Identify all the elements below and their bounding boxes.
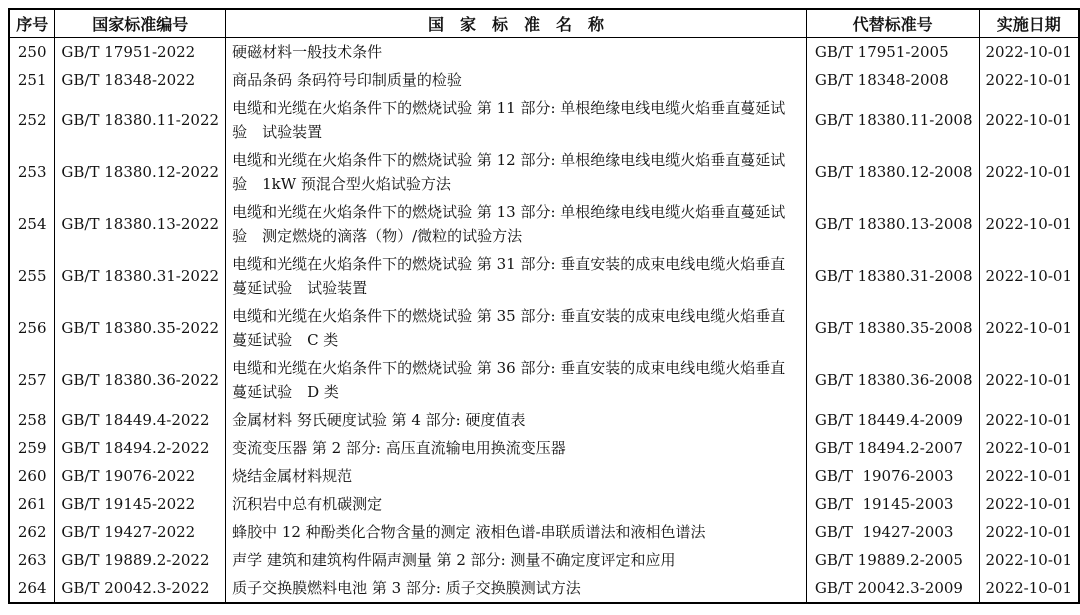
standard-code-cell: GB/T 18380.36-2022 <box>55 354 226 406</box>
standard-name-cell <box>226 490 807 518</box>
implementation-date-cell: 2022-10-01 <box>979 38 1079 67</box>
standard-name-line: 蜂胶中 12 种酚类化合物含量的测定 液相色谱-串联质谱法和液相色谱法 <box>232 523 706 541</box>
replaced-standard-cell: GB/T 18380.11-2008 <box>806 94 979 146</box>
seq-cell: 252 <box>9 94 55 146</box>
header-seq: 序号 <box>9 9 55 38</box>
table-row <box>9 574 1079 603</box>
seq-cell: 261 <box>9 490 55 518</box>
replaced-standard-cell: GB/T 18380.13-2008 <box>806 198 979 250</box>
header-standard-code: 国家标准编号 <box>55 9 226 38</box>
standard-code-cell: GB/T 20042.3-2022 <box>55 574 226 603</box>
implementation-date-cell: 2022-10-01 <box>979 198 1079 250</box>
table-row <box>9 546 1079 574</box>
standard-code-cell: GB/T 19076-2022 <box>55 462 226 490</box>
standard-name-cell <box>226 406 807 434</box>
standard-name-line: 商品条码 条码符号印制质量的检验 <box>232 71 462 89</box>
standard-name-cell <box>226 354 807 406</box>
standard-code-cell: GB/T 18380.13-2022 <box>55 198 226 250</box>
standard-code-cell: GB/T 18348-2022 <box>55 66 226 94</box>
replaced-standard-cell: GB/T 19076-2003 <box>806 462 979 490</box>
replaced-standard-cell: GB/T 19889.2-2005 <box>806 546 979 574</box>
implementation-date-cell: 2022-10-01 <box>979 406 1079 434</box>
standard-name-line: 电缆和光缆在火焰条件下的燃烧试验 第 35 部分: 垂直安装的成束电线电缆火焰垂直 <box>232 307 786 325</box>
table-row <box>9 490 1079 518</box>
header-implementation-date: 实施日期 <box>979 9 1079 38</box>
standard-name-cell <box>226 250 807 302</box>
replaced-standard-cell: GB/T 18380.35-2008 <box>806 302 979 354</box>
standard-name-cell <box>226 198 807 250</box>
standard-name-cell <box>226 546 807 574</box>
seq-cell: 250 <box>9 38 55 67</box>
standard-name-line: 金属材料 努氏硬度试验 第 4 部分: 硬度值表 <box>232 411 526 429</box>
standard-name-line: 硬磁材料一般技术条件 <box>232 43 383 61</box>
implementation-date-cell: 2022-10-01 <box>979 354 1079 406</box>
implementation-date-cell: 2022-10-01 <box>979 302 1079 354</box>
implementation-date-cell: 2022-10-01 <box>979 66 1079 94</box>
table-row <box>9 94 1079 146</box>
replaced-standard-cell: GB/T 19145-2003 <box>806 490 979 518</box>
seq-cell: 255 <box>9 250 55 302</box>
table-row <box>9 518 1079 546</box>
seq-cell: 262 <box>9 518 55 546</box>
standard-code-cell: GB/T 19145-2022 <box>55 490 226 518</box>
standard-name-cell <box>226 66 807 94</box>
replaced-standard-cell: GB/T 18380.12-2008 <box>806 146 979 198</box>
standard-name-line: 电缆和光缆在火焰条件下的燃烧试验 第 12 部分: 单根绝缘电线电缆火焰垂直蔓延试 <box>232 151 786 169</box>
implementation-date-cell: 2022-10-01 <box>979 146 1079 198</box>
standard-name-line: 电缆和光缆在火焰条件下的燃烧试验 第 36 部分: 垂直安装的成束电线电缆火焰垂直 <box>232 359 786 377</box>
standard-name-line: 电缆和光缆在火焰条件下的燃烧试验 第 31 部分: 垂直安装的成束电线电缆火焰垂直 <box>232 255 786 273</box>
implementation-date-cell: 2022-10-01 <box>979 518 1079 546</box>
standard-code-cell: GB/T 18380.35-2022 <box>55 302 226 354</box>
standards-table <box>8 8 1080 604</box>
standard-code-cell: GB/T 19427-2022 <box>55 518 226 546</box>
table-row <box>9 406 1079 434</box>
standard-code-cell: GB/T 18494.2-2022 <box>55 434 226 462</box>
replaced-standard-cell: GB/T 18348-2008 <box>806 66 979 94</box>
standard-name-cell <box>226 94 807 146</box>
header-standard-name: 国 家 标 准 名 称 <box>226 9 807 38</box>
seq-cell: 258 <box>9 406 55 434</box>
replaced-standard-cell: GB/T 17951-2005 <box>806 38 979 67</box>
standard-code-cell: GB/T 18380.11-2022 <box>55 94 226 146</box>
standard-name-line: 电缆和光缆在火焰条件下的燃烧试验 第 13 部分: 单根绝缘电线电缆火焰垂直蔓延试 <box>232 203 786 221</box>
standard-name-line: 烧结金属材料规范 <box>232 467 353 485</box>
implementation-date-cell: 2022-10-01 <box>979 462 1079 490</box>
table-row <box>9 66 1079 94</box>
standard-name-line: 蔓延试验 C 类 <box>232 331 339 349</box>
standard-name-line: 蔓延试验 试验装置 <box>232 279 368 297</box>
standard-name-cell <box>226 38 807 67</box>
table-row <box>9 38 1079 67</box>
standard-name-line: 验 试验装置 <box>232 123 323 141</box>
seq-cell: 256 <box>9 302 55 354</box>
replaced-standard-cell: GB/T 18449.4-2009 <box>806 406 979 434</box>
standard-code-cell: GB/T 17951-2022 <box>55 38 226 67</box>
implementation-date-cell: 2022-10-01 <box>979 94 1079 146</box>
standard-name-line: 验 1kW 预混合型火焰试验方法 <box>232 175 451 193</box>
seq-cell: 260 <box>9 462 55 490</box>
table-row <box>9 198 1079 250</box>
standard-name-line: 沉积岩中总有机碳测定 <box>232 495 383 513</box>
replaced-standard-cell: GB/T 18494.2-2007 <box>806 434 979 462</box>
standard-name-cell <box>226 146 807 198</box>
seq-cell: 259 <box>9 434 55 462</box>
standard-code-cell: GB/T 19889.2-2022 <box>55 546 226 574</box>
standard-name-cell <box>226 518 807 546</box>
replaced-standard-cell: GB/T 19427-2003 <box>806 518 979 546</box>
header-replaced-standard: 代替标准号 <box>806 9 979 38</box>
replaced-standard-cell: GB/T 18380.31-2008 <box>806 250 979 302</box>
standard-name-line: 验 测定燃烧的滴落（物）/微粒的试验方法 <box>232 227 523 245</box>
standard-name-line: 声学 建筑和建筑构件隔声测量 第 2 部分: 测量不确定度评定和应用 <box>232 551 676 569</box>
seq-cell: 257 <box>9 354 55 406</box>
implementation-date-cell: 2022-10-01 <box>979 574 1079 603</box>
standard-name-line: 质子交换膜燃料电池 第 3 部分: 质子交换膜测试方法 <box>232 579 581 597</box>
table-row <box>9 434 1079 462</box>
table-row <box>9 354 1079 406</box>
table-row <box>9 250 1079 302</box>
standard-name-line: 蔓延试验 D 类 <box>232 383 339 401</box>
table-row <box>9 462 1079 490</box>
seq-cell: 254 <box>9 198 55 250</box>
standard-name-cell <box>226 302 807 354</box>
standard-name-line: 电缆和光缆在火焰条件下的燃烧试验 第 11 部分: 单根绝缘电线电缆火焰垂直蔓延试 <box>232 99 786 117</box>
standard-code-cell: GB/T 18380.12-2022 <box>55 146 226 198</box>
standard-name-cell <box>226 434 807 462</box>
implementation-date-cell: 2022-10-01 <box>979 546 1079 574</box>
replaced-standard-cell: GB/T 18380.36-2008 <box>806 354 979 406</box>
table-row <box>9 302 1079 354</box>
seq-cell: 264 <box>9 574 55 603</box>
seq-cell: 253 <box>9 146 55 198</box>
standards-document-page <box>8 8 1080 604</box>
table-header-row <box>9 9 1079 38</box>
standard-name-line: 变流变压器 第 2 部分: 高压直流输电用换流变压器 <box>232 439 566 457</box>
standard-code-cell: GB/T 18449.4-2022 <box>55 406 226 434</box>
seq-cell: 251 <box>9 66 55 94</box>
standard-name-cell <box>226 462 807 490</box>
implementation-date-cell: 2022-10-01 <box>979 434 1079 462</box>
table-row <box>9 146 1079 198</box>
implementation-date-cell: 2022-10-01 <box>979 250 1079 302</box>
implementation-date-cell: 2022-10-01 <box>979 490 1079 518</box>
standard-name-cell <box>226 574 807 603</box>
seq-cell: 263 <box>9 546 55 574</box>
replaced-standard-cell: GB/T 20042.3-2009 <box>806 574 979 603</box>
standard-code-cell: GB/T 18380.31-2022 <box>55 250 226 302</box>
